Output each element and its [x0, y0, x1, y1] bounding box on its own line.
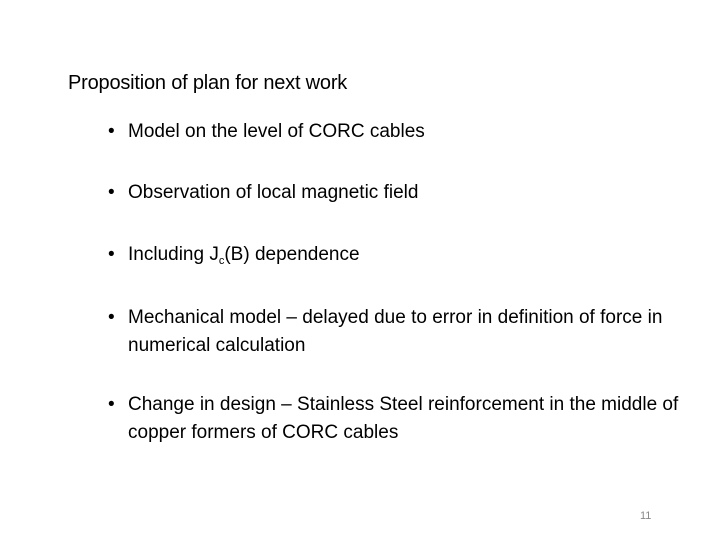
bullet-text-before: Including J — [128, 244, 219, 265]
bullet-text: Mechanical model – delayed due to error in definition of force in numerical calculation — [128, 307, 663, 356]
bullet-icon: • — [108, 182, 115, 203]
bullet-icon: • — [108, 244, 115, 265]
bullet-icon: • — [108, 307, 115, 328]
bullet-text: Model on the level of CORC cables — [128, 121, 425, 142]
slide-title: Proposition of plan for next work — [68, 72, 348, 94]
bullet-text: Change in design – Stainless Steel reinforcement in the middle of copper formers of CORC cables — [128, 394, 679, 443]
bullet-item-mechanical-model — [108, 304, 688, 360]
page-number: 11 — [640, 510, 652, 522]
bullet-item-design-change — [108, 391, 688, 447]
bullet-subscript: c — [218, 255, 225, 267]
bullet-text: Observation of local magnetic field — [128, 182, 419, 203]
bullet-item-magnetic-field — [108, 179, 688, 207]
bullet-icon: • — [108, 394, 115, 415]
bullet-item-jc-dependence — [108, 241, 688, 269]
bullet-text-after: (B) dependence — [224, 244, 360, 265]
bullet-item-corc-model — [108, 118, 688, 146]
bullet-icon: • — [108, 121, 115, 142]
bullet-text — [128, 241, 688, 269]
